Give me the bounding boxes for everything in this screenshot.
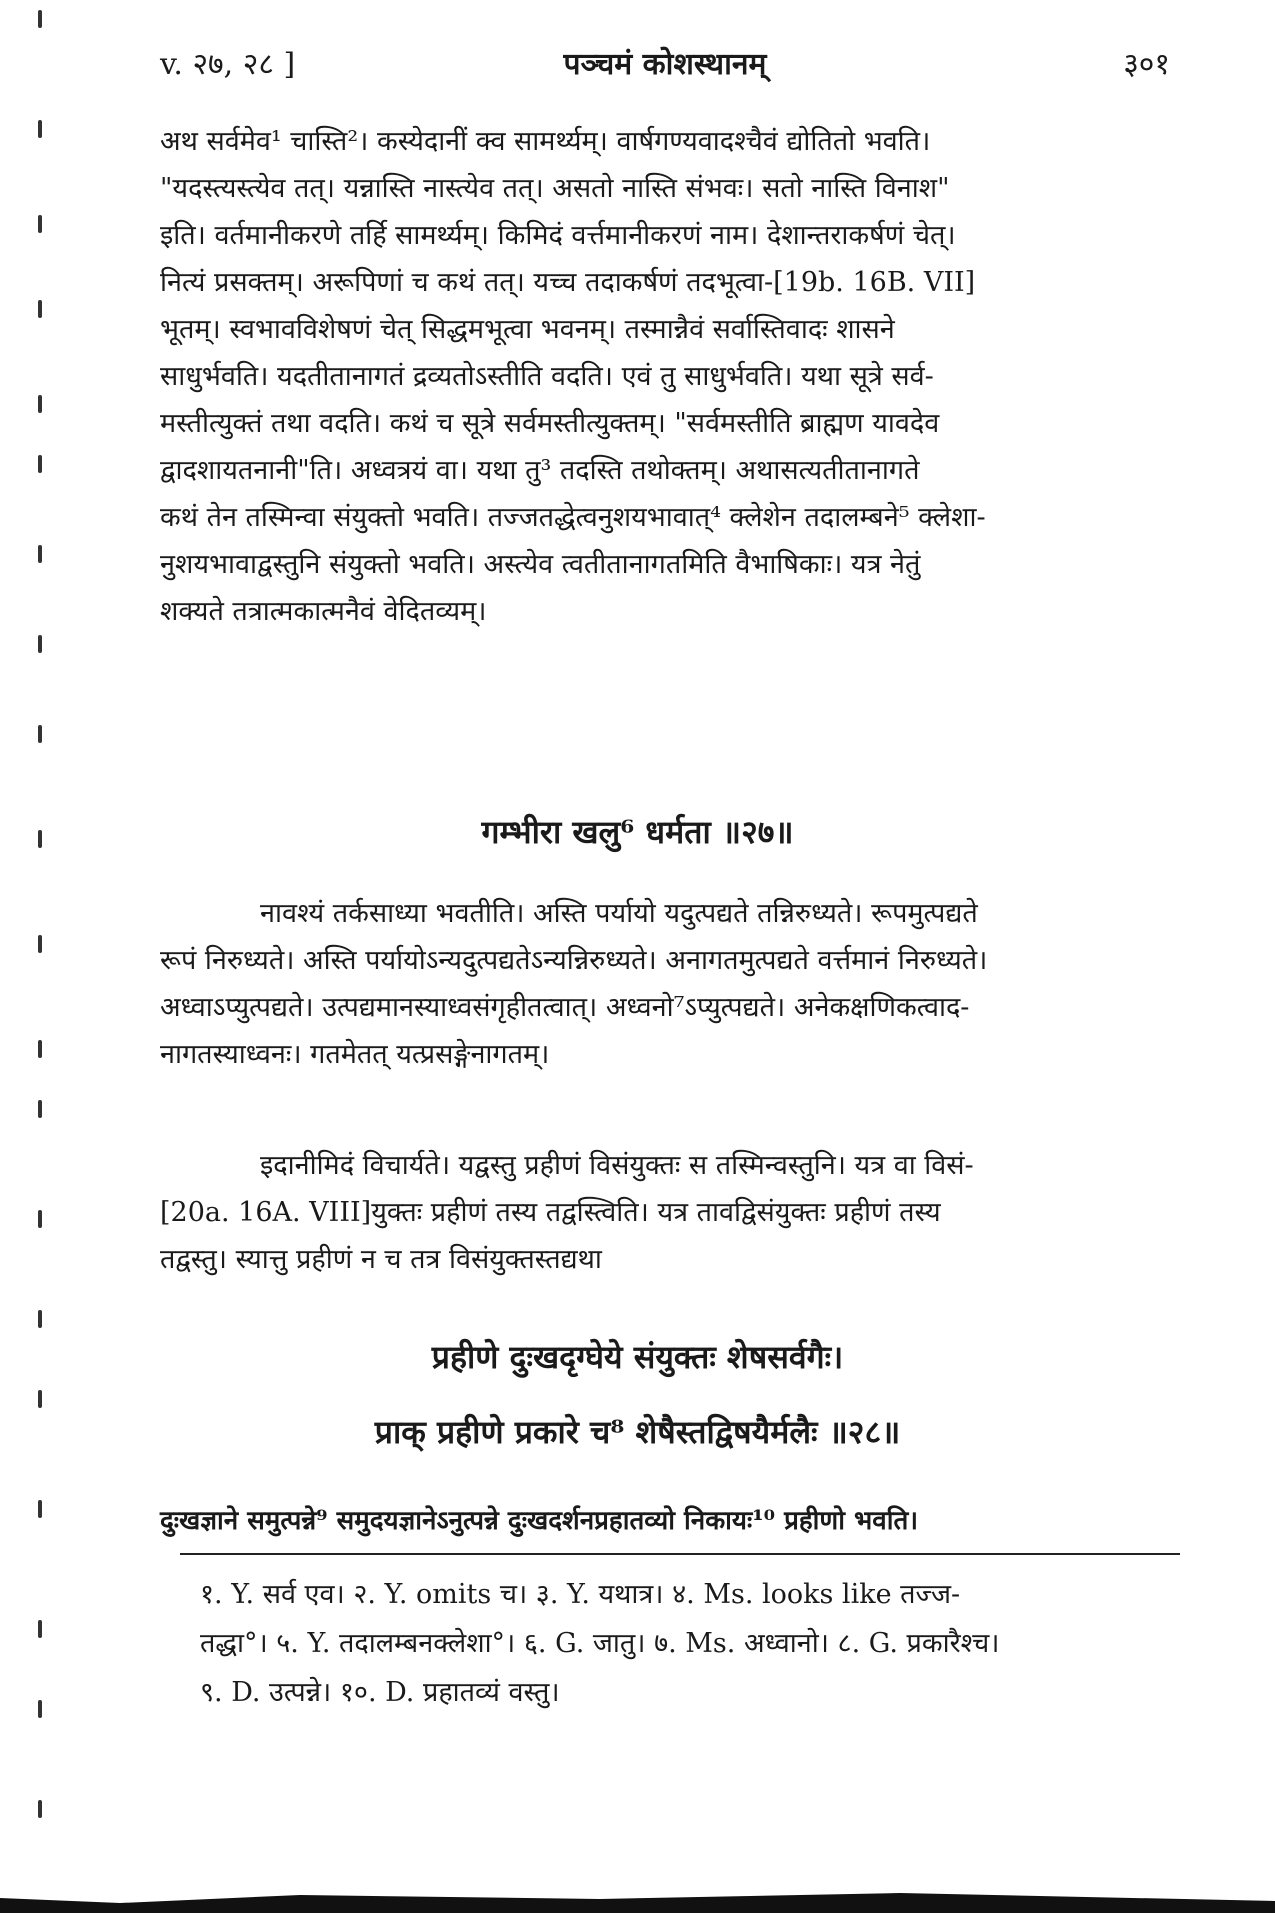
text-line: दुःखज्ञाने समुत्पन्ने⁹ समुदयज्ञानेऽनुत्पन्ने दुःखदर्शनप्रहातव्यो निकायः¹⁰ प्रहीणो भवति।	[160, 1506, 919, 1536]
margin-mark	[38, 1800, 42, 1818]
footnote-line: १. Y. सर्व एव। २. Y. omits च। ३. Y. यथात्र। ४. Ms. looks like तज्ज-	[200, 1579, 961, 1610]
margin-mark	[38, 10, 42, 28]
text-line: नावश्यं तर्कसाध्या भवतीति। अस्ति पर्यायो यदुत्पद्यते तन्निरुध्यते। रूपमुत्पद्यते	[260, 898, 978, 929]
margin-mark	[38, 1310, 42, 1328]
footnote-rule	[180, 1553, 1180, 1555]
text-line: साधुर्भवति। यदतीतानागतं द्रव्यतोऽस्तीति वदति। एवं तु साधुर्भवति। यथा सूत्रे सर्व-	[160, 361, 934, 392]
margin-mark	[38, 1390, 42, 1408]
margin-mark	[38, 455, 42, 473]
commentary-block-1	[160, 118, 1180, 635]
margin-mark	[38, 545, 42, 563]
margin-mark	[38, 935, 42, 953]
text-line: मस्तीत्युक्तं तथा वदति। कथं च सूत्रे सर्वमस्तीत्युक्तम्। "सर्वमस्तीति ब्राह्मण यावदेव	[160, 408, 940, 439]
margin-mark	[38, 725, 42, 743]
text-line: इति। वर्तमानीकरणे तर्हि सामर्थ्यम्। किमिदं वर्त्तमानीकरणं नाम। देशान्तराकर्षणं चेत्।	[160, 220, 956, 251]
margin-mark	[38, 1700, 42, 1718]
scan-edge-shadow	[0, 1873, 1275, 1913]
margin-mark	[38, 635, 42, 653]
verse-27: गम्भीरा खलु⁶ धर्मता ॥२७॥	[481, 813, 794, 851]
text-line: अथ सर्वमेव¹ चास्ति²। कस्येदानीं क्व सामर्थ्यम्। वार्षगण्यवादश्चैवं द्योतितो भवति।	[160, 126, 931, 157]
text-line: शक्यते तत्रात्मकात्मनैवं वेदितव्यम्।	[160, 596, 487, 627]
text-line: भूतम्। स्वभावविशेषणं चेत् सिद्धमभूत्वा भवनम्। तस्मान्नैवं सर्वास्तिवादः शासने	[160, 314, 895, 345]
running-header	[160, 42, 1170, 92]
text-line: द्वादशायतनानी"ति। अध्वत्रयं वा। यथा तु³ तदस्ति तथोक्तम्। अथासत्यतीतानागते	[160, 455, 920, 486]
text-line: कथं तेन तस्मिन्वा संयुक्तो भवति। तज्जतद्धेत्वनुशयभावात्⁴ क्लेशेन तदालम्बने⁵ क्लेशा-	[160, 502, 986, 533]
margin-mark	[38, 300, 42, 318]
footnote-line: ९. D. उत्पन्ने। १०. D. प्रहातव्यं वस्तु।	[200, 1677, 560, 1708]
page-number: ३०१	[1123, 47, 1170, 82]
text-line: इदानीमिदं विचार्यते। यद्वस्तु प्रहीणं विसंयुक्तः स तस्मिन्वस्तुनि। यत्र वा विसं-	[260, 1150, 974, 1181]
verse-28-line-2: प्राक् प्रहीणे प्रकारे च⁸ शेषैस्तद्विषयैर्मलैः ॥२८॥	[374, 1413, 901, 1451]
footnotes	[200, 1570, 1200, 1717]
margin-mark	[38, 215, 42, 233]
margin-mark	[38, 1210, 42, 1228]
text-line: रूपं निरुध्यते। अस्ति पर्यायोऽन्यदुत्पद्यतेऽन्यन्निरुध्यते। अनागतमुत्पद्यते वर्त्तमानं निरुध्यते।	[160, 945, 988, 976]
margin-mark	[38, 1040, 42, 1058]
margin-mark	[38, 1500, 42, 1518]
text-line: नुशयभावाद्वस्तुनि संयुक्तो भवति। अस्त्येव त्वतीतानागतमिति वैभाषिकाः। यत्र नेतुं	[160, 549, 921, 580]
commentary-block-4	[160, 1498, 1180, 1545]
text-line: तद्वस्तु। स्यात्तु प्रहीणं न च तत्र विसंयुक्तस्तद्यथा	[160, 1244, 602, 1275]
footnote-line: तद्धा°। ५. Y. तदालम्बनक्लेशा°। ६. G. जातु। ७. Ms. अध्वानो। ८. G. प्रकारैश्च।	[200, 1628, 1000, 1659]
left-margin-marks	[30, 0, 60, 1913]
verse-reference: v. २७, २८ ]	[160, 47, 296, 82]
text-line: नागतस्याध्वनः। गतमेतत् यत्प्रसङ्गेनागतम्।	[160, 1039, 550, 1070]
margin-mark	[38, 395, 42, 413]
commentary-block-2	[160, 890, 1180, 1078]
margin-mark	[38, 120, 42, 138]
chapter-title: पञ्चमं कोशस्थानम्	[563, 47, 767, 82]
text-line: अध्वाऽप्युत्पद्यते। उत्पद्यमानस्याध्वसंगृहीतत्वात्। अध्वनो⁷ऽप्युत्पद्यते। अनेकक्षणिकत्वाद-	[160, 992, 970, 1023]
margin-mark	[38, 1620, 42, 1638]
commentary-block-3	[160, 1142, 1180, 1283]
text-line: [20a. 16A. VIII]युक्तः प्रहीणं तस्य तद्वस्त्विति। यत्र तावद्विसंयुक्तः प्रहीणं तस्य	[160, 1197, 941, 1228]
text-line: नित्यं प्रसक्तम्। अरूपिणां च कथं तत्। यच्च तदाकर्षणं तदभूत्वा-[19b. 16B. VII]	[160, 267, 976, 298]
margin-mark	[38, 1100, 42, 1118]
verse-28-line-1: प्रहीणे दुःखदृग्घेये संयुक्तः शेषसर्वगैः।	[431, 1338, 844, 1376]
text-line: "यदस्त्यस्त्येव तत्। यन्नास्ति नास्त्येव तत्। असतो नास्ति संभवः। सतो नास्ति विनाश"	[160, 173, 950, 204]
